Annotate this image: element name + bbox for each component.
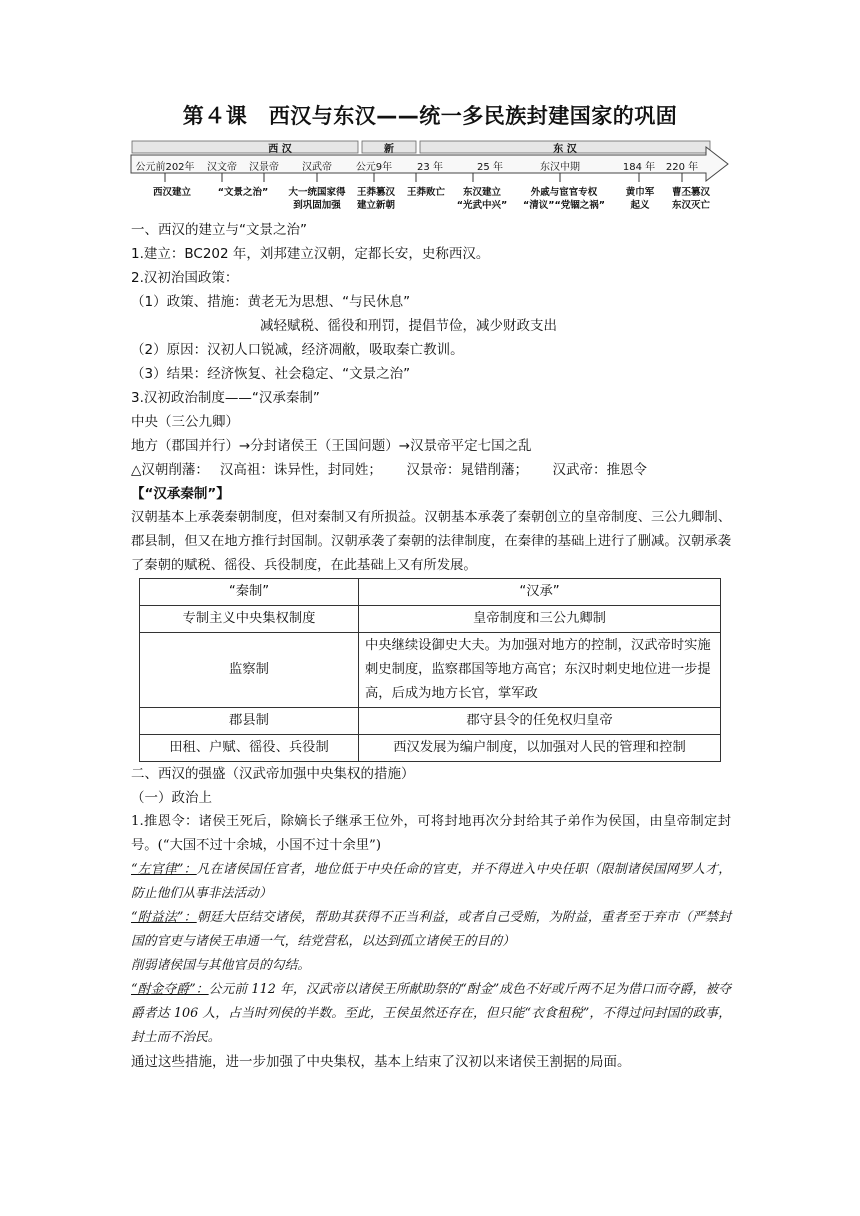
event-label [288,186,345,212]
paragraph [131,978,731,1050]
tick-label: 汉武帝 [302,162,332,173]
text-line: （1）政策、措施：黄老无为思想、“与民休息” [131,294,411,310]
event-text: 东汉建立 [462,187,501,198]
event-text: 曹丕篡汉 [671,187,711,198]
tick-label: 184 年 [622,162,656,173]
table-cell: 郡守县令的任免权归皇帝 [359,708,721,735]
paragraph [131,906,731,954]
term-definition: 凡在诸侯国任官者，地位低于中央任命的官吏，并不得进入中央任职（限制诸侯国网罗人才，防止他们从事非法活动） [131,862,731,901]
table-header-row [140,579,721,606]
text-line: △汉朝削藩： 汉高祖：诛异性，封同姓； 汉景帝：晁错削藩； 汉武帝：推恩令 [131,462,648,478]
text-line: 1.建立：BC202 年，刘邦建立汉朝，定都长安，史称西汉。 [131,246,490,262]
text-line: 地方（郡国并行）→分封诸侯王（王国问题）→汉景帝平定七国之乱 [131,438,532,454]
tick-label: 23 年 [417,162,443,173]
text-line: （一）政治上 [131,790,212,806]
event-text: 建立新朝 [356,200,396,211]
term-definition: 公元前 112 年，汉武帝以诸侯王所献助祭的“酎金”成色不好或斤两不足为借口而夺爵，被夺爵者达 106 人，占当时列侯的半数。至此，王侯虽然还存在，但只能“衣食租税”，不得过问封国的政事，封土而不治民。 [131,982,731,1045]
event-text: “清议”“党锢之祸” [523,200,605,211]
tick-label: 公元前202年 [135,162,195,173]
event-text: 王莽篡汉 [356,187,396,198]
event-label [407,186,445,199]
event-label [626,186,655,212]
table-cell: 专制主义中央集权制度 [140,606,359,633]
tick-label: 汉文帝 [207,162,237,173]
table-row [140,606,721,633]
text-line: 2.汉初治国政策： [131,270,239,286]
text-line: 减轻赋税、徭役和刑罚，提倡节俭，减少财政支出 [260,318,557,334]
lesson-content [131,218,731,1074]
comparison-table [139,578,721,762]
paragraph: 1.推恩令：诸侯王死后，除嫡长子继承王位外，可将封地再次分封给其子弟作为侯国，由皇帝制定封号。(“大国不过十余城，小国不过十余里”) [131,814,731,853]
table-cell: 西汉发展为编户制度，以加强对人民的管理和控制 [359,735,721,762]
paragraph: 汉朝基本上承袭秦朝制度，但对秦制又有所损益。汉朝基本承袭了秦朝创立的皇帝制度、三公九卿制、郡县制，但又在地方推行封国制。汉朝承袭了秦朝的法律制度，在秦律的基础上进行了删减。汉朝承袭了秦朝的赋税、徭役、兵役制度，在此基础上又有所发展。 [131,510,731,573]
event-text: 外戚与宦官专权 [530,187,598,198]
table-row [140,633,721,708]
table-cell: 皇帝制度和三公九卿制 [359,606,721,633]
history-timeline [130,138,730,216]
term: “酎金夺爵”： [131,982,209,997]
section-heading: 二、西汉的强盛（汉武帝加强中央集权的措施） [131,766,415,782]
event-label [523,186,605,212]
table-row [140,735,721,762]
event-text: 黄巾军 [625,187,655,198]
table-cell: 监察制 [140,633,359,708]
event-text: 到巩固加强 [293,200,341,211]
text-line: （3）结果：经济恢复、社会稳定、“文景之治” [131,366,411,382]
table-cell: 田租、户赋、徭役、兵役制 [140,735,359,762]
paragraph [131,858,731,906]
table-cell: 郡县制 [140,708,359,735]
era-eastern-han: 东 汉 [553,144,577,155]
text-line: 3.汉初政治制度——“汉承秦制” [131,390,320,406]
tick-label: 25 年 [477,162,503,173]
event-text: 起义 [630,200,650,211]
event-text: “光武中兴” [456,200,508,211]
table-row [140,708,721,735]
term: “附益法”： [131,910,197,925]
event-text: 东汉灭亡 [671,200,711,211]
text-line: 通过这些措施，进一步加强了中央集权，基本上结束了汉初以来诸侯王割据的局面。 [131,1054,631,1070]
tick-label: 220 年 [665,162,699,173]
event-text: 大一统国家得 [288,187,346,198]
section-heading: 一、西汉的建立与“文景之治” [131,222,307,238]
event-label [357,186,395,212]
tick-label: 汉景帝 [249,162,279,173]
tick-label: 公元9年 [355,162,393,173]
event-label [218,186,269,199]
event-text: 王莽败亡 [406,187,446,198]
text-line: （2）原因：汉初人口锐减，经济凋敝，吸取秦亡教训。 [131,342,464,358]
event-label [153,186,191,199]
table-header: “汉承” [359,579,721,606]
era-western-han: 西 汉 [268,144,292,155]
table-cell: 中央继续设御史大夫。为加强对地方的控制，汉武帝时实施刺史制度，监察郡国等地方高官；东汉时刺史地位进一步提高，后成为地方长官，掌军政 [359,633,721,708]
table-header: “秦制” [140,579,359,606]
era-xin: 新 [384,144,394,155]
event-label [457,186,508,212]
lesson-title: 第４课 西汉与东汉——统一多民族封建国家的巩固 [182,104,678,128]
event-label [672,186,710,212]
text-line: 中央（三公九卿） [131,414,239,430]
subsection-heading: 【“汉承秦制”】 [131,486,230,502]
term-definition: 朝廷大臣结交诸侯，帮助其获得不正当利益，或者自己受贿，为附益，重者至于弃市（严禁封国的官吏与诸侯王串通一气，结党营私，以达到孤立诸侯王的目的） [131,910,731,949]
text-line: 削弱诸侯国与其他官员的勾结。 [131,958,311,973]
event-text: “文景之治” [217,187,269,198]
term: “左官律”： [131,862,197,877]
event-text: 西汉建立 [152,187,192,198]
tick-label: 东汉中期 [540,162,580,173]
